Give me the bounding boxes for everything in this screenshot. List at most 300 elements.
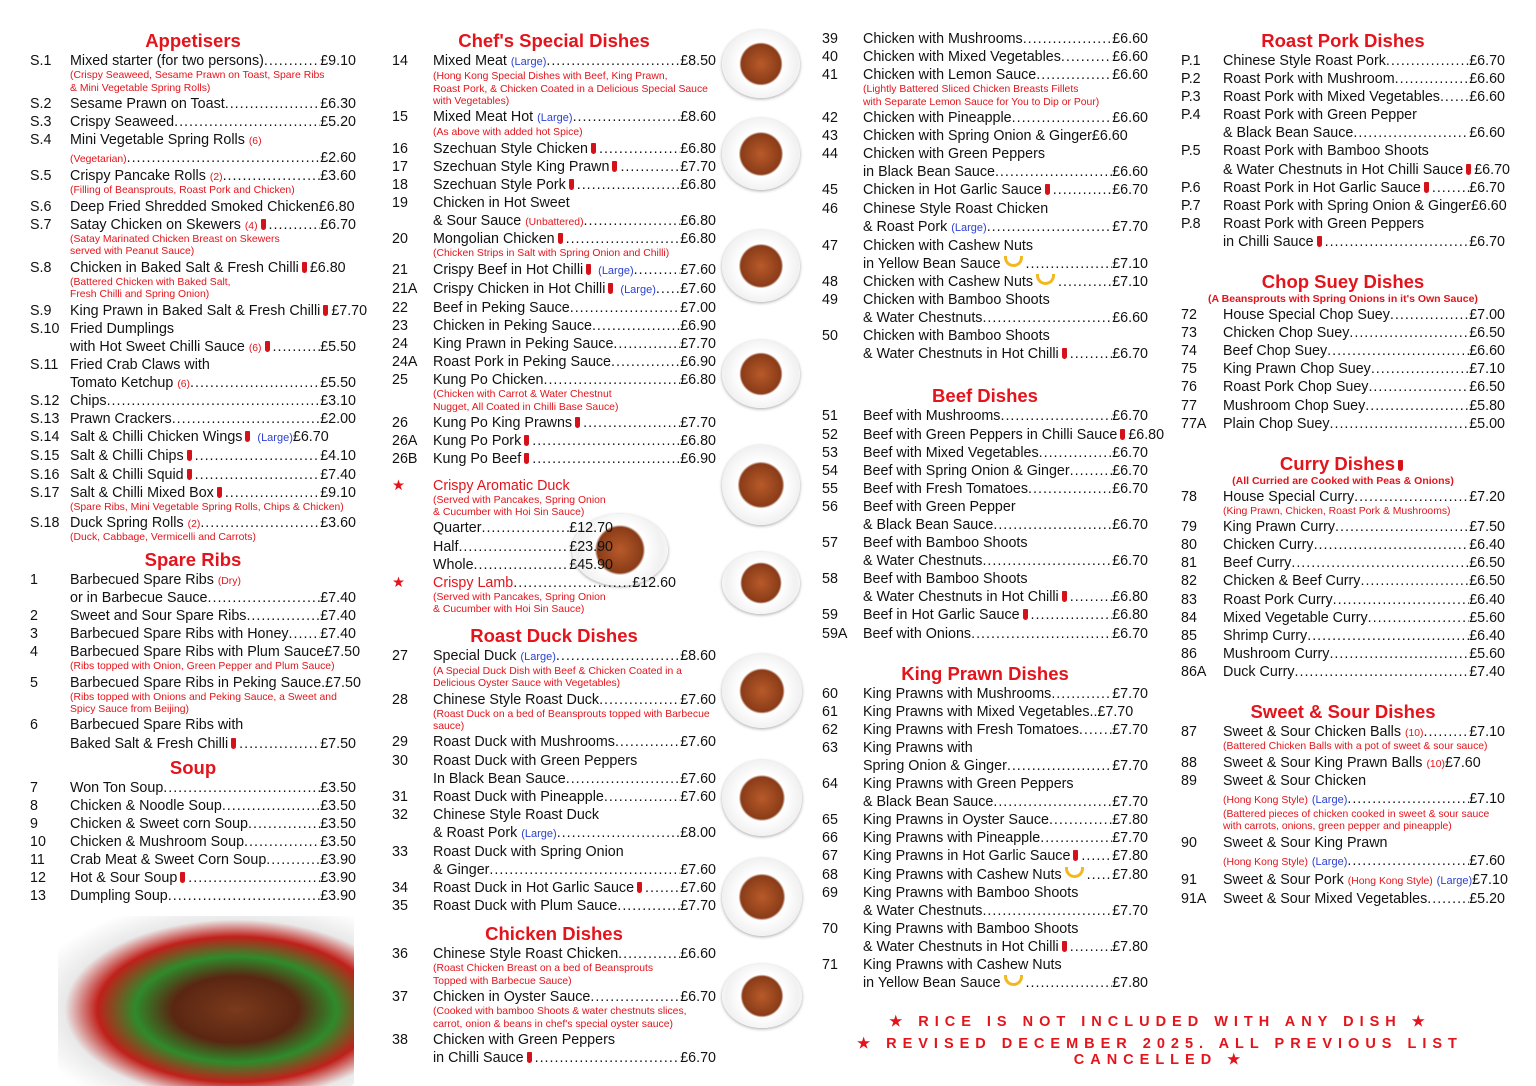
duck-portions <box>433 519 613 573</box>
item-leader <box>489 861 680 879</box>
item-price: £7.60 <box>680 862 716 879</box>
chilli-icon <box>1073 850 1078 861</box>
item-number: 42 <box>822 110 838 127</box>
chilli-icon <box>558 233 563 244</box>
chilli-icon <box>231 738 236 749</box>
item-name: & Water Chestnuts <box>863 310 983 327</box>
item-number: S.3 <box>30 114 52 130</box>
item-body <box>433 879 716 897</box>
section-title-chop-suey: Chop Suey Dishes <box>1261 271 1425 293</box>
item-number: 20 <box>392 231 408 248</box>
menu-item <box>392 806 716 843</box>
item-name: Beef with Green Peppers in Chilli Sauce <box>863 426 1128 444</box>
item-price: £6.80 <box>318 198 355 215</box>
item-name: & Water Chestnuts in Hot Chilli <box>863 588 1070 606</box>
item-name: Barbecued Spare Ribs with Plum Sauce <box>70 644 325 660</box>
item-price: £7.00 <box>680 299 716 316</box>
menu-item <box>1181 142 1511 178</box>
item-line <box>863 480 1148 498</box>
menu-item <box>30 887 356 905</box>
menu-item <box>822 956 1148 992</box>
item-line <box>1223 591 1505 609</box>
item-number: 33 <box>392 844 408 860</box>
item-name: Sweet & Sour King Prawn Balls (10) <box>1223 754 1445 771</box>
dish-photo-main <box>58 916 354 1086</box>
menu-item <box>1181 591 1505 609</box>
item-number: 53 <box>822 444 838 461</box>
item-name: Deep Fried Shredded Smoked Chicken <box>70 198 319 215</box>
item-line <box>1223 342 1505 360</box>
item-leader <box>1058 273 1112 291</box>
large-tag: (Large) <box>1311 855 1348 868</box>
item-price: £3.10 <box>320 393 356 410</box>
item-number: 40 <box>822 49 838 66</box>
item-price: £7.40 <box>1469 663 1505 680</box>
spare-ribs-list <box>30 571 361 753</box>
item-desc: with carrots, onions, green pepper and pineapple) <box>1223 821 1452 833</box>
item-name: Szechuan Style Chicken <box>433 140 599 158</box>
item-name: Barbecued Spare Ribs in Peking Sauce. <box>70 674 326 691</box>
item-body <box>433 261 716 280</box>
item-number: 7 <box>30 779 38 796</box>
item-line <box>1223 70 1505 88</box>
item-body <box>70 52 356 95</box>
item-line <box>1223 360 1505 378</box>
item-name: Beef with Spring Onion & Ginger <box>863 462 1070 479</box>
chicken-list <box>392 945 716 1067</box>
menu-item <box>392 945 716 988</box>
item-desc: (Spare Ribs, Mini Vegetable Spring Rolls, Chips & Chicken) <box>70 501 344 513</box>
item-body <box>433 897 716 915</box>
item-name: Chicken Curry <box>1223 537 1314 554</box>
item-leader <box>566 230 681 248</box>
menu-item <box>822 426 1165 444</box>
item-name: Roast Duck with Spring Onion <box>433 844 624 860</box>
menu-item <box>392 691 716 734</box>
item-number: 15 <box>392 109 408 126</box>
duck-portion-quarter: Quarter ..... £12.70 <box>433 519 613 537</box>
menu-item <box>30 797 356 815</box>
item-leader <box>599 691 680 709</box>
item-line <box>863 462 1148 480</box>
item-number: 23 <box>392 318 408 335</box>
menu-item <box>392 230 716 261</box>
item-desc: & Cucumber with Hoi Sin Sauce) <box>433 604 585 616</box>
menu-item <box>1181 871 1508 890</box>
chilli-icon <box>637 882 642 893</box>
item-number: 77A <box>1181 415 1207 432</box>
item-body <box>863 570 1148 606</box>
item-line <box>70 392 356 410</box>
item-name: Beef with Mixed Vegetables <box>863 444 1039 461</box>
large-tag: (Large) <box>257 432 293 445</box>
item-name: Chicken with Mixed Vegetables <box>863 49 1061 66</box>
item-body <box>433 1031 716 1067</box>
item-body <box>863 884 1148 920</box>
item-line <box>863 974 1148 992</box>
item-price: £3.50 <box>320 833 356 850</box>
item-body <box>433 353 716 371</box>
section-title-roast-duck: Roast Duck Dishes <box>470 624 638 646</box>
item-line <box>70 674 361 692</box>
menu-item <box>30 216 356 259</box>
item-body <box>863 829 1148 847</box>
item-price: £7.60 <box>680 261 716 278</box>
item-leader <box>266 851 320 869</box>
item-number: 8 <box>30 797 38 814</box>
item-number: 21 <box>392 261 408 278</box>
item-price: £6.90 <box>680 318 716 335</box>
item-number: 59A <box>822 625 848 642</box>
item-price: £7.70 <box>680 158 716 175</box>
item-number: 73 <box>1181 325 1197 342</box>
item-number: S.10 <box>30 320 60 337</box>
item-number: S.9 <box>30 302 52 319</box>
item-body <box>1223 834 1505 871</box>
item-line <box>70 428 356 447</box>
item-price: £7.60 <box>680 691 716 708</box>
item-leader <box>584 212 681 230</box>
dish-photo-6 <box>722 552 800 614</box>
item-name: King Prawns with Cashew Nuts <box>863 866 1087 884</box>
item-name: Sweet & Sour Chicken Balls (10) <box>1223 724 1424 741</box>
item-price: £5.60 <box>1469 645 1505 662</box>
item-number: 45 <box>822 182 838 199</box>
chilli-icon <box>524 453 529 464</box>
item-line <box>433 897 716 915</box>
item-line <box>863 757 1148 775</box>
item-line <box>433 432 716 450</box>
item-leader <box>543 371 680 389</box>
menu-item <box>822 866 1148 884</box>
item-line <box>863 127 1148 145</box>
item-name: Chicken with Lemon Sauce <box>863 67 1037 84</box>
item-line <box>70 779 356 797</box>
item-body <box>433 335 716 353</box>
item-leader <box>1314 536 1470 554</box>
item-price: £2.00 <box>320 411 356 428</box>
item-price: £6.80 <box>680 433 716 450</box>
item-leader <box>1353 124 1469 142</box>
item-line <box>1223 536 1505 554</box>
appetisers-list <box>30 52 368 545</box>
item-body <box>1223 890 1505 908</box>
item-variant: (Vegetarian) <box>70 154 127 166</box>
item-qty: (10) <box>1426 758 1445 770</box>
item-price: £6.60 <box>1469 343 1505 360</box>
menu-item <box>392 1031 716 1067</box>
menu-item <box>822 444 1148 462</box>
item-leader <box>1307 627 1469 645</box>
curry-list <box>1181 488 1505 681</box>
section-title-spare-ribs: Spare Ribs <box>144 548 242 570</box>
item-leader <box>987 218 1113 236</box>
menu-item <box>1181 378 1505 396</box>
item-price: £7.10 <box>1112 273 1148 290</box>
item-price: £5.60 <box>1469 609 1505 626</box>
item-name: Chicken in Hot Garlic Sauce <box>863 181 1053 199</box>
item-number: 52 <box>822 426 838 443</box>
menu-item <box>392 299 716 317</box>
item-number: 35 <box>392 898 408 915</box>
item-number: 16 <box>392 140 408 157</box>
item-name: Sweet & Sour Chicken <box>1223 772 1367 789</box>
item-body <box>70 216 356 259</box>
item-desc: Nugget, All Coated in Chilli Base Sauce) <box>433 401 619 413</box>
item-leader <box>1368 378 1469 396</box>
item-name: & Water Chestnuts in Hot Chilli <box>863 938 1070 956</box>
item-body <box>1223 197 1505 215</box>
item-leader <box>993 516 1112 534</box>
item-desc: with Vegetables) <box>433 95 510 107</box>
item-price: £6.60 <box>1112 164 1148 181</box>
item-leader <box>1070 588 1112 606</box>
item-name: King Prawns in Oyster Sauce <box>863 812 1049 829</box>
item-line <box>433 879 716 897</box>
item-line <box>70 643 361 661</box>
item-body <box>863 721 1148 739</box>
item-leader <box>645 879 680 897</box>
menu-item <box>1181 645 1505 663</box>
item-leader <box>1026 255 1113 273</box>
menu-item <box>822 30 1148 48</box>
item-line <box>863 145 1148 163</box>
section-title-king-prawn: King Prawn Dishes <box>901 662 1069 684</box>
item-line <box>433 1031 716 1049</box>
item-line <box>70 320 356 338</box>
item-price: £6.50 <box>1469 573 1505 590</box>
dish-photo-4 <box>722 340 800 408</box>
item-number: 63 <box>822 739 838 756</box>
item-price: £3.60 <box>320 515 356 532</box>
item-price: £5.50 <box>320 375 356 392</box>
item-number: 85 <box>1181 627 1197 644</box>
item-price: £6.60 <box>1469 89 1505 106</box>
item-number: 84 <box>1181 609 1197 626</box>
item-name: Chicken & Noodle Soup <box>70 797 222 814</box>
column-3 <box>822 30 1165 992</box>
sweet-sour-list <box>1181 723 1508 908</box>
item-desc: (Crispy Seaweed, Sesame Prawn on Toast, Spare Ribs <box>70 70 325 82</box>
item-line <box>863 920 1148 938</box>
chilli-icon <box>265 341 270 352</box>
menu-item <box>822 480 1148 498</box>
item-leader <box>200 514 320 532</box>
item-body <box>70 514 356 545</box>
item-name: Dumpling Soup <box>70 888 168 905</box>
item-leader <box>188 869 320 887</box>
item-line <box>70 735 356 753</box>
item-number: 12 <box>30 870 46 887</box>
item-price: £6.60 <box>1112 49 1148 66</box>
item-line <box>863 703 1148 721</box>
item-body <box>433 230 716 261</box>
item-name: Roast Pork with Bamboo Shoots <box>1223 143 1429 160</box>
item-name: Chicken with Mushrooms <box>863 31 1023 47</box>
item-body <box>1223 488 1505 519</box>
item-name: Hot & Sour Soup <box>70 869 188 887</box>
menu-item <box>392 752 716 788</box>
item-name: & Black Bean Sauce <box>863 516 994 533</box>
item-body <box>863 866 1148 884</box>
menu-item <box>392 52 716 108</box>
item-line <box>863 721 1148 739</box>
item-price: £6.90 <box>680 451 716 468</box>
item-leader <box>617 897 680 915</box>
item-leader <box>190 374 320 392</box>
item-name: Won Ton Soup <box>70 779 164 796</box>
item-line <box>863 847 1148 865</box>
item-variant: (Hong Kong Style) <box>1223 856 1308 868</box>
cashew-nut-icon <box>1004 256 1023 267</box>
menu-item <box>30 625 356 643</box>
item-line <box>433 335 716 353</box>
item-body <box>863 237 1148 273</box>
item-line <box>863 570 1148 588</box>
item-price: £6.40 <box>1469 537 1505 554</box>
item-name: Mongolian Chicken <box>433 230 566 248</box>
item-line <box>863 685 1148 703</box>
item-line <box>1223 306 1505 324</box>
menu-item <box>392 414 716 432</box>
item-number: 6 <box>30 717 38 734</box>
item-price: £6.70 <box>1469 233 1505 250</box>
menu-item <box>822 884 1148 920</box>
item-line <box>433 824 716 843</box>
item-number: 27 <box>392 647 408 664</box>
menu-item <box>822 606 1148 624</box>
item-leader <box>1026 974 1113 992</box>
menu-item <box>822 847 1148 865</box>
item-name: Roast Pork Chop Suey <box>1223 379 1369 396</box>
item-leader <box>982 902 1112 920</box>
item-price: £5.20 <box>1469 890 1505 907</box>
item-name: Chicken with Spring Onion & Ginger <box>863 128 1092 145</box>
item-body <box>433 988 716 1031</box>
section-title-chefs-special: Chef's Special Dishes <box>458 30 650 51</box>
item-name: Beef with Bamboo Shoots <box>863 571 1028 588</box>
item-number: 10 <box>30 833 46 850</box>
item-desc: (Chicken Strips in Salt with Spring Onion and Chilli) <box>433 248 670 260</box>
item-line <box>70 131 356 149</box>
item-line <box>1223 415 1505 433</box>
item-leader <box>1295 663 1470 681</box>
item-price: £5.80 <box>1469 397 1505 414</box>
item-leader <box>172 410 321 428</box>
menu-item <box>30 428 356 447</box>
item-line <box>863 48 1148 66</box>
item-number: 19 <box>392 195 408 212</box>
item-body <box>863 407 1148 425</box>
item-line <box>1223 772 1505 790</box>
item-price: £7.20 <box>1469 488 1505 505</box>
large-tag: (Large) <box>1311 793 1348 806</box>
item-number: S.5 <box>30 168 52 185</box>
menu-item <box>1181 324 1505 342</box>
item-price: £6.50 <box>1469 379 1505 396</box>
item-line <box>433 861 716 879</box>
item-number: 14 <box>392 53 408 69</box>
item-price: £7.40 <box>320 589 356 606</box>
menu-item <box>1181 415 1505 433</box>
item-desc: (Cooked with bamboo Shoots & water chestnuts slices, <box>433 1006 687 1018</box>
item-line <box>433 261 716 280</box>
item-leader <box>535 1049 681 1067</box>
item-number: 91A <box>1181 890 1207 907</box>
item-name: & Water Chestnuts in Hot Chilli Sauce <box>1223 161 1474 179</box>
chilli-icon <box>180 872 185 883</box>
item-name: Roast Duck with Mushrooms <box>433 734 615 751</box>
item-leader <box>1333 591 1470 609</box>
item-number: 76 <box>1181 379 1197 396</box>
item-number: 29 <box>392 734 408 751</box>
menu-item <box>1181 834 1505 871</box>
item-name: Chicken with Cashew Nuts <box>863 237 1034 254</box>
item-line <box>433 194 716 212</box>
item-price: £8.60 <box>680 109 716 126</box>
item-body <box>70 428 356 447</box>
item-name: Barbecued Spare Ribs with <box>70 717 244 734</box>
item-name: Roast Duck with Green Peppers <box>433 752 638 769</box>
menu-item <box>30 466 356 484</box>
item-price: £6.80 <box>680 140 716 157</box>
item-number: 38 <box>392 1032 408 1049</box>
star-icon: ★ <box>392 477 405 494</box>
item-body <box>433 108 716 140</box>
item-leader <box>289 625 321 643</box>
cashew-nut-icon <box>1036 274 1055 285</box>
item-name: in Yellow Bean Sauce <box>863 255 1026 273</box>
item-number: 64 <box>822 776 838 793</box>
item-name: Mushroom Chop Suey <box>1223 397 1366 414</box>
item-price: £7.70 <box>1112 902 1148 919</box>
item-body <box>1223 360 1505 378</box>
item-leader <box>248 815 320 833</box>
item-price: £8.60 <box>680 647 716 664</box>
item-price: £7.60 <box>680 734 716 751</box>
section-title-appetisers: Appetisers <box>145 30 241 51</box>
chilli-icon <box>187 450 192 461</box>
menu-item <box>30 514 356 545</box>
item-body <box>70 779 356 797</box>
item-line <box>433 317 716 335</box>
item-price: £6.70 <box>1112 625 1148 642</box>
item-number: P.4 <box>1181 107 1201 124</box>
item-price: £3.60 <box>320 168 356 185</box>
item-body <box>433 371 716 414</box>
item-price: £7.10 <box>1469 790 1505 807</box>
item-leader <box>1087 866 1113 884</box>
menu-item <box>822 625 1148 643</box>
item-body <box>70 131 356 167</box>
item-line <box>70 484 356 502</box>
menu-item <box>822 570 1148 606</box>
chilli-icon <box>1062 591 1067 602</box>
item-name: Chinese Style Roast Pork <box>1223 53 1386 69</box>
item-price: £7.50 <box>1469 519 1505 536</box>
item-line <box>433 691 716 709</box>
item-number: P.1 <box>1181 53 1201 69</box>
item-leader <box>273 338 321 356</box>
item-number: S.16 <box>30 466 60 483</box>
item-body <box>70 392 356 410</box>
item-body <box>863 145 1148 181</box>
item-name: Chicken with Green Peppers <box>433 1032 615 1049</box>
item-leader <box>1423 723 1469 741</box>
chilli-icon <box>245 431 250 442</box>
item-name: Sweet & Sour Pork (Hong Kong Style) (Large) <box>1223 871 1473 888</box>
menu-item <box>30 447 356 465</box>
